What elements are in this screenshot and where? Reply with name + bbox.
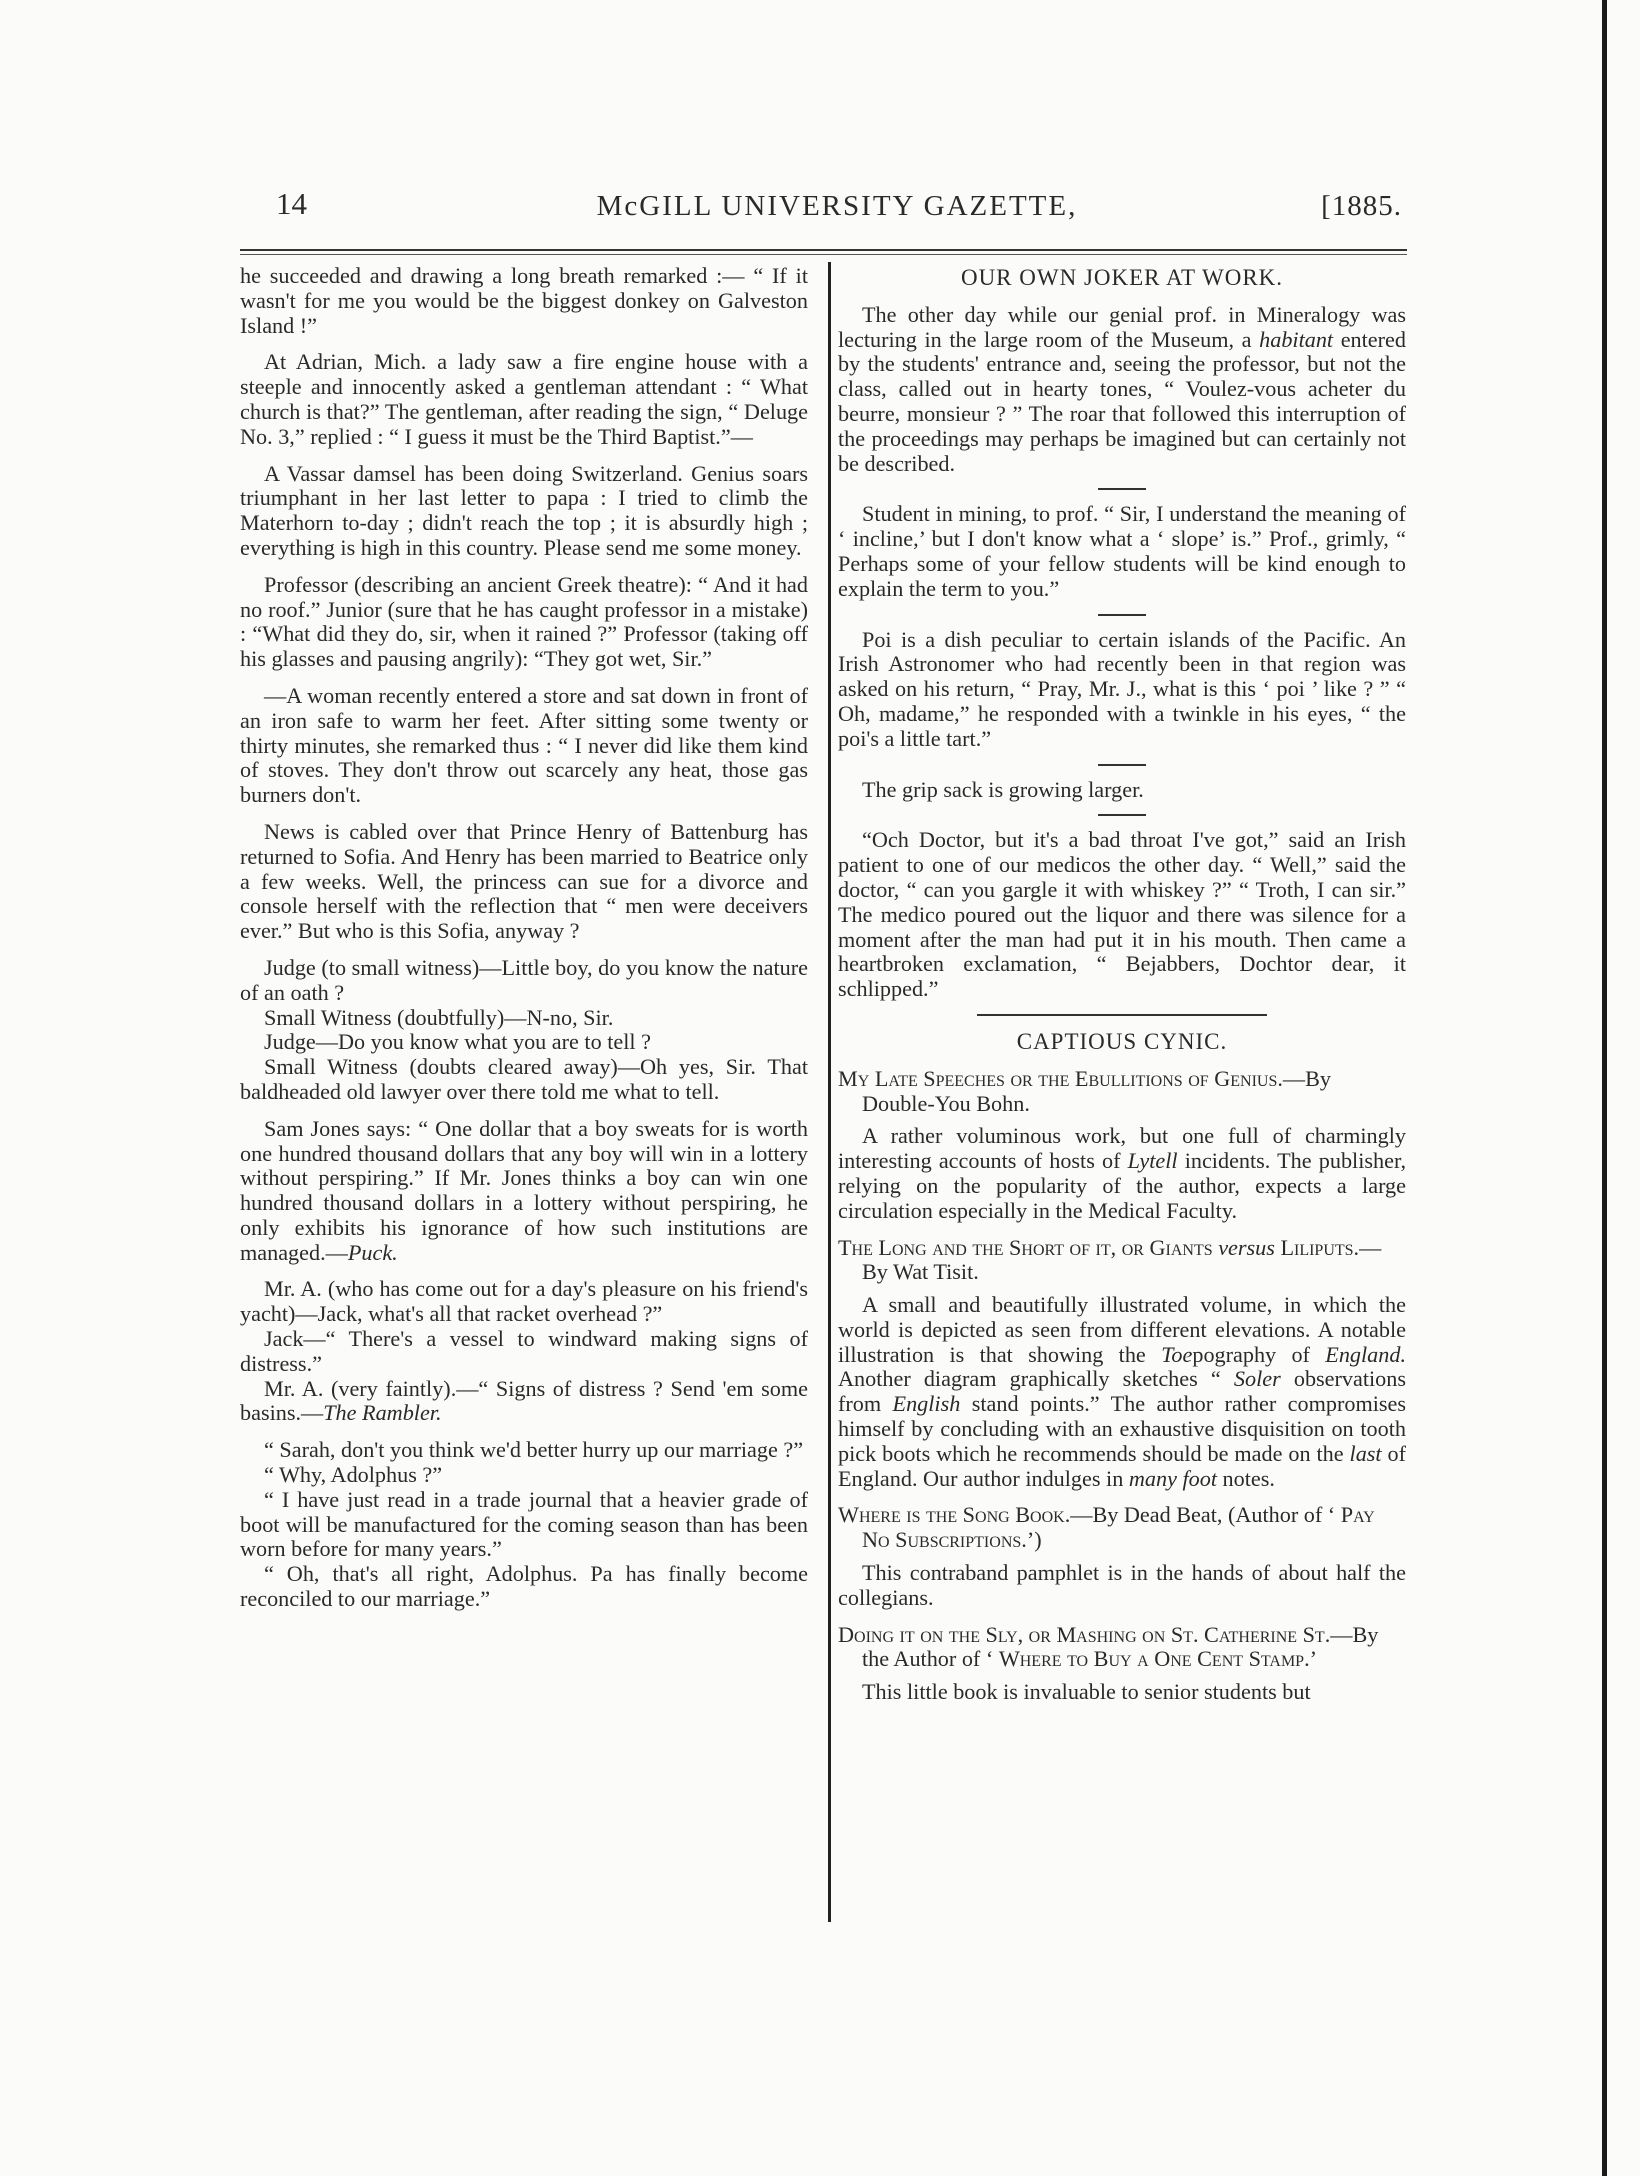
divider [1098,814,1146,816]
book-entry-title: My Late Speeches or the Ebullitions of Genius.—By Double-You Bohn. [838,1065,1331,1116]
issue-year: [1885. [1321,190,1402,222]
book-entry-title: Where is the Song Book.—By Dead Beat, (Author of ‘ Pay No Subscriptions.’) [838,1502,1375,1553]
page-number: 14 [276,186,307,221]
book-entry-title: The Long and the Short of it, or Giants versus Liliputs.—By Wat Tisit. [838,1234,1382,1285]
paragraph: The other day while our genial prof. in Mineralogy was lecturing in the large room of the Museum, a habitant entered by the students' entrance and, seeing the professor, but not the class, called out in hearty tones, “ Voulez-vous acheter du beurre, monsieur ? ” The roar that followed this interruption of the proceedings may perhaps be imagined but can certainly not be described. [838,301,1406,476]
publication-title: McGILL UNIVERSITY GAZETTE, [596,190,1078,222]
paragraph: News is cabled over that Prince Henry of Battenburg has returned to Sofia. And Henry has been married to Beatrice only a few weeks. Well, the princess can sue for a divorce and console herself with the reflection that “ men were deceivers ever.” But who is this Sofia, anyway ? [240,818,808,944]
book-entry-title: Doing it on the Sly, or Mashing on St. Catherine St.—By the Author of ‘ Where to Buy a One Cent Stamp.’ [838,1621,1379,1672]
paragraph: This little book is invaluable to senior students but [862,1679,1311,1705]
paragraph: “ Sarah, don't you think we'd better hurry up our marriage ?” [264,1437,804,1463]
section-heading: OUR OWN JOKER AT WORK. [960,265,1284,290]
source-credit: The Rambler. [323,1400,442,1426]
paragraph: “ Oh, that's all right, Adolphus. Pa has finally become reconciled to our marriage.” [240,1561,808,1612]
paragraph: Small Witness (doubtfully)—N-no, Sir. [264,1004,614,1030]
paragraph: Judge—Do you know what you are to tell ? [264,1029,651,1055]
paragraph: This contraband pamphlet is in the hands of about half the collegians. [838,1560,1406,1610]
section-divider [977,1014,1267,1016]
paragraph: A small and beautifully illustrated volume, in which the world is depicted as seen from different elevations. A notable illustration is that showing the Toepography of England. Another diagram graphically sketches “ Soler observations from English stand points.” The author rather compromises himself by concluding with an exhaustive disquisition on tooth pick boots which he recommends should be made on the last of England. Our author indulges in many foot notes. [838,1292,1407,1491]
running-header [272,186,1402,234]
paragraph: —A woman recently entered a store and sat down in front of an iron safe to warm her feet. After sitting some twenty or thirty minutes, she remarked thus : “ I never did like them kind of stoves. They don't throw out scarcely any heat, those gas burners don't. [240,682,808,808]
paragraph: Small Witness (doubts cleared away)—Oh yes, Sir. That baldheaded old lawyer over there told me what to tell. [240,1054,808,1104]
divider [1098,488,1146,490]
paragraph: Judge (to small witness)—Little boy, do you know the nature of an oath ? [240,954,808,1005]
paragraph: Professor (describing an ancient Greek theatre): “ And it had no roof.” Junior (sure that he has caught professor in a mistake) : “What did they do, sir, when it rained ?” Professor (taking off his glasses and pausing angrily): “They got wet, Sir.” [240,571,808,672]
paragraph: “Och Doctor, but it's a bad throat I've got,” said an Irish patient to one of our medicos the other day. “ Well,” said the doctor, “ can you gargle it with whiskey ?” “ Troth, I can sir.” The medico poured out the liquor and there was silence for a moment after the man had put it in his mouth. Then came a heartbroken exclamation, “ Bejabbers, Dochtor dear, it schlipped.” [838,827,1406,1002]
page-edge [1602,0,1607,2176]
header-rule [240,249,1407,251]
paragraph: The grip sack is growing larger. [862,776,1144,802]
section-heading: CAPTIOUS CYNIC. [1016,1028,1228,1054]
paragraph: Sam Jones says: “ One dollar that a boy sweats for is worth one hundred thousand dollars that any boy will win in a lottery without perspiring.” If Mr. Jones thinks a boy can win one hundred thousand dollars in a lottery without perspiring, he only exhibits his ignorance of how such institutions are managed.—Puck. [240,1115,808,1265]
paragraph: Student in mining, to prof. “ Sir, I understand the meaning of ‘ incline,’ but I don't know what a ‘ slope’ is.” Prof., grimly, “ Perhaps some of your fellow students will be kind enough to explain the term to you.” [838,501,1406,601]
paragraph: At Adrian, Mich. a lady saw a fire engine house with a steeple and innocently asked a gentleman attendant : “ What church is that?” The gentleman, after reading the sign, “ Deluge No. 3,” replied : “ I guess it must be the Third Baptist.”— [240,349,808,449]
divider [1098,614,1146,616]
paragraph: Mr. A. (very faintly).—“ Signs of distress ? Send 'em some basins.—The Rambler. [240,1375,808,1426]
paragraph: Jack—“ There's a vessel to windward making signs of distress.” [240,1326,808,1376]
divider [1098,764,1146,766]
paragraph: “ Why, Adolphus ?” [264,1462,443,1488]
paragraph: he succeeded and drawing a long breath remarked :— “ If it wasn't for me you would be the biggest donkey on Galveston Island !” [240,263,808,338]
right-column [838,264,1406,1717]
header-rule-thin [240,254,1407,255]
paragraph: “ I have just read in a trade journal that a heavier grade of boot will be manufactured for the coming season than has been worn before for many years.” [240,1486,808,1562]
column-divider [828,262,831,1922]
left-column [240,264,808,1624]
source-credit: Puck. [347,1239,398,1265]
paragraph: A rather voluminous work, but one full of charmingly interesting accounts of hosts of Lytell incidents. The publisher, relying on the popularity of the author, expects a large circulation especially in the Medical Faculty. [838,1123,1406,1223]
paragraph: A Vassar damsel has been doing Switzerland. Genius soars triumphant in her last letter to papa : I tried to climb the Materhorn to-day ; didn't reach the top ; it is absurdly high ; everything is high in this country. Please send me some money. [240,460,808,560]
paragraph: Poi is a dish peculiar to certain islands of the Pacific. An Irish Astronomer who had recently been in that region was asked on his return, “ Pray, Mr. J., what is this ‘ poi ’ like ? ” “ Oh, madame,” he responded with a twinkle in his eyes, “ the poi's a little tart.” [838,626,1406,751]
paragraph: Mr. A. (who has come out for a day's pleasure on his friend's yacht)—Jack, what's all that racket overhead ?” [240,1276,808,1327]
